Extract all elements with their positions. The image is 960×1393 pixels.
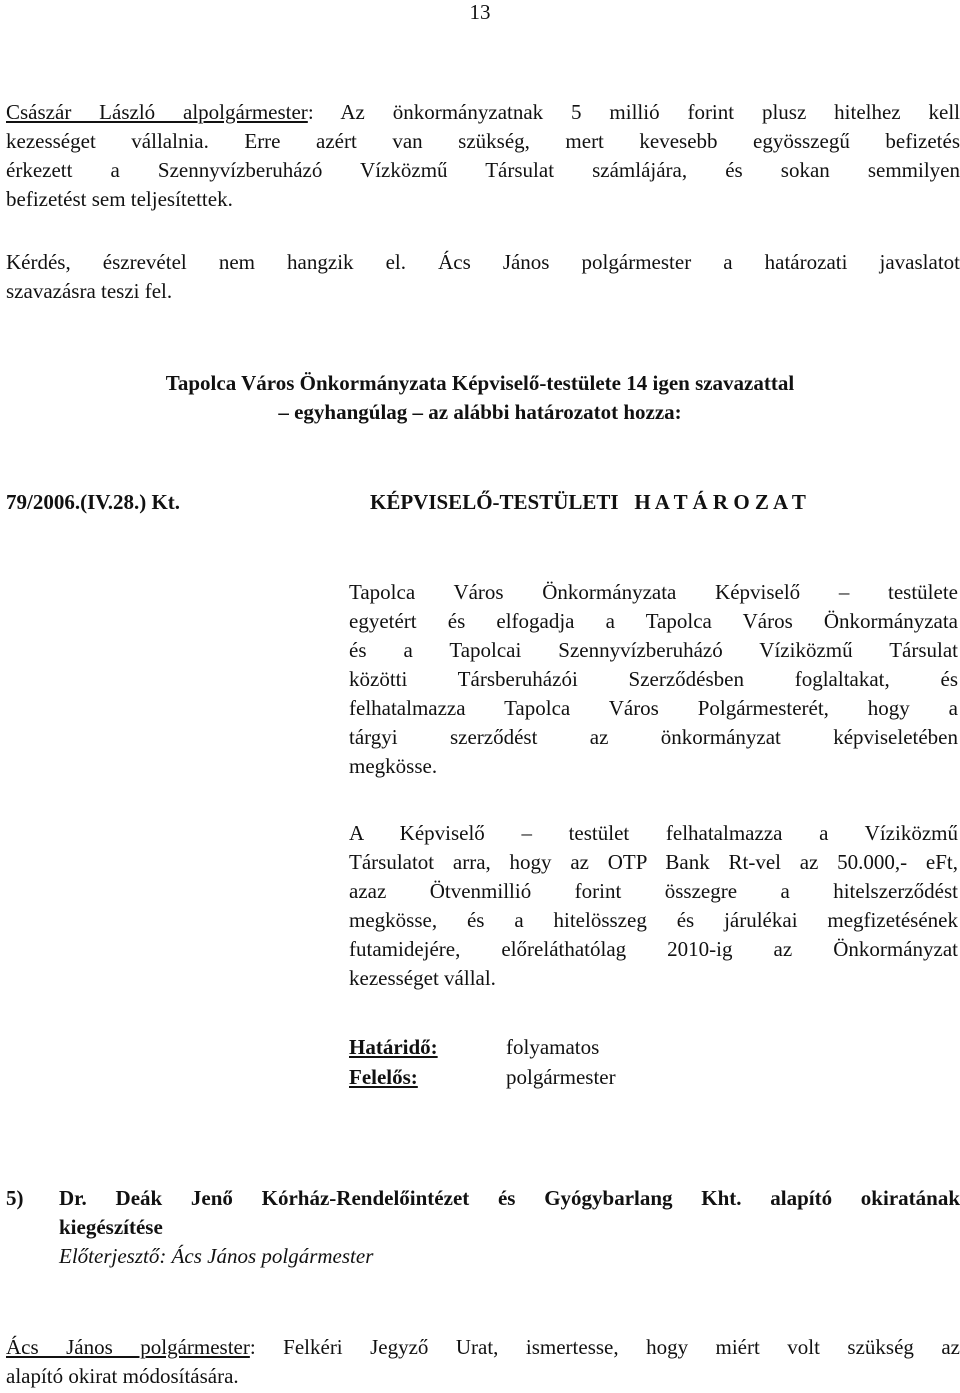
deadline-label: Határidő: — [349, 1035, 438, 1059]
resolution-body-1 — [349, 578, 958, 781]
paragraph-line: szavazásra teszi fel. — [6, 279, 173, 303]
body-line: futamidejére, előreláthatólag 2010-ig az Önkormányzat — [349, 937, 958, 961]
colon: : — [307, 100, 314, 124]
body-line: A Képviselő – testület felhatalmazza a Víziközmű — [349, 821, 958, 845]
item-title-line: Dr. Deák Jenő Kórház-Rendelőintézet és Gyógybarlang Kht. alapító okiratának — [59, 1186, 960, 1210]
resolution-number: 79/2006.(IV.28.) Kt. — [6, 490, 181, 514]
deadline-value: folyamatos — [506, 1035, 600, 1059]
paragraph-line — [6, 1333, 960, 1362]
paragraph-line: érkezett a Szennyvízberuházó Vízközmű Társulat számlájára, és sokan semmilyen — [6, 158, 960, 182]
paragraph-mayor — [6, 1333, 960, 1391]
body-line: egyetért és elfogadja a Tapolca Város Önkormányzata — [349, 609, 958, 633]
paragraph-vote-call — [6, 248, 960, 306]
paragraph-line: Kérdés, észrevétel nem hangzik el. Ács János polgármester a határozati javaslatot — [6, 250, 960, 274]
paragraph-line: alapító okirat módosítására. — [6, 1364, 239, 1388]
body-line: Társulatot arra, hogy az OTP Bank Rt-vel az 50.000,- eFt, — [349, 850, 958, 874]
item-presenter: Előterjesztő: Ács János polgármester — [59, 1244, 374, 1268]
body-line: Tapolca Város Önkormányzata Képviselő – testülete — [349, 580, 958, 604]
speaker-name: Ács János polgármester — [6, 1335, 250, 1359]
body-line: tárgyi szerződést az önkormányzat képviseletében — [349, 725, 958, 749]
paragraph-deputy-mayor — [6, 98, 960, 214]
resolution-heading: KÉPVISELŐ-TESTÜLETI H A T Á R O Z A T — [370, 490, 806, 514]
speaker-name: Császár László alpolgármester — [6, 100, 308, 124]
body-line: megkösse. — [349, 754, 438, 778]
colon: : — [249, 1335, 256, 1359]
body-line: azaz Ötvenmillió forint összegre a hitelszerződést — [349, 879, 958, 903]
item-5 — [59, 1184, 960, 1271]
vote-result — [0, 369, 960, 427]
vote-line: Tapolca Város Önkormányzata Képviselő-testülete 14 igen szavazattal — [165, 371, 795, 395]
page-number: 13 — [469, 0, 491, 24]
vote-line: – egyhangúlag – az alábbi határozatot hozza: — [278, 400, 682, 424]
resolution-body-2 — [349, 819, 958, 993]
line-text: Az önkormányzatnak 5 millió forint plusz hitelhez kell — [313, 100, 960, 124]
paragraph-line: befizetést sem teljesítettek. — [6, 187, 233, 211]
body-line: megkösse, és a hitelösszeg és járulékai megfizetésének — [349, 908, 958, 932]
body-line: felhatalmazza Tapolca Város Polgármesterét, hogy a — [349, 696, 958, 720]
item-number: 5) — [6, 1186, 24, 1210]
body-line: kezességet vállal. — [349, 966, 496, 990]
body-line: közötti Társberuházói Szerződésben foglaltakat, és — [349, 667, 958, 691]
line-text: Felkéri Jegyző Urat, ismertesse, hogy miért volt szükség az — [255, 1335, 960, 1359]
paragraph-line: kezességet vállalnia. Erre azért van szükség, mert kevesebb egyösszegű befizetés — [6, 129, 960, 153]
item-title-line: kiegészítése — [59, 1215, 163, 1239]
paragraph-line — [6, 98, 960, 127]
body-line: és a Tapolcai Szennyvízberuházó Víziközmű Társulat — [349, 638, 958, 662]
responsible-label: Felelős: — [349, 1065, 418, 1089]
responsible-value: polgármester — [506, 1065, 616, 1089]
